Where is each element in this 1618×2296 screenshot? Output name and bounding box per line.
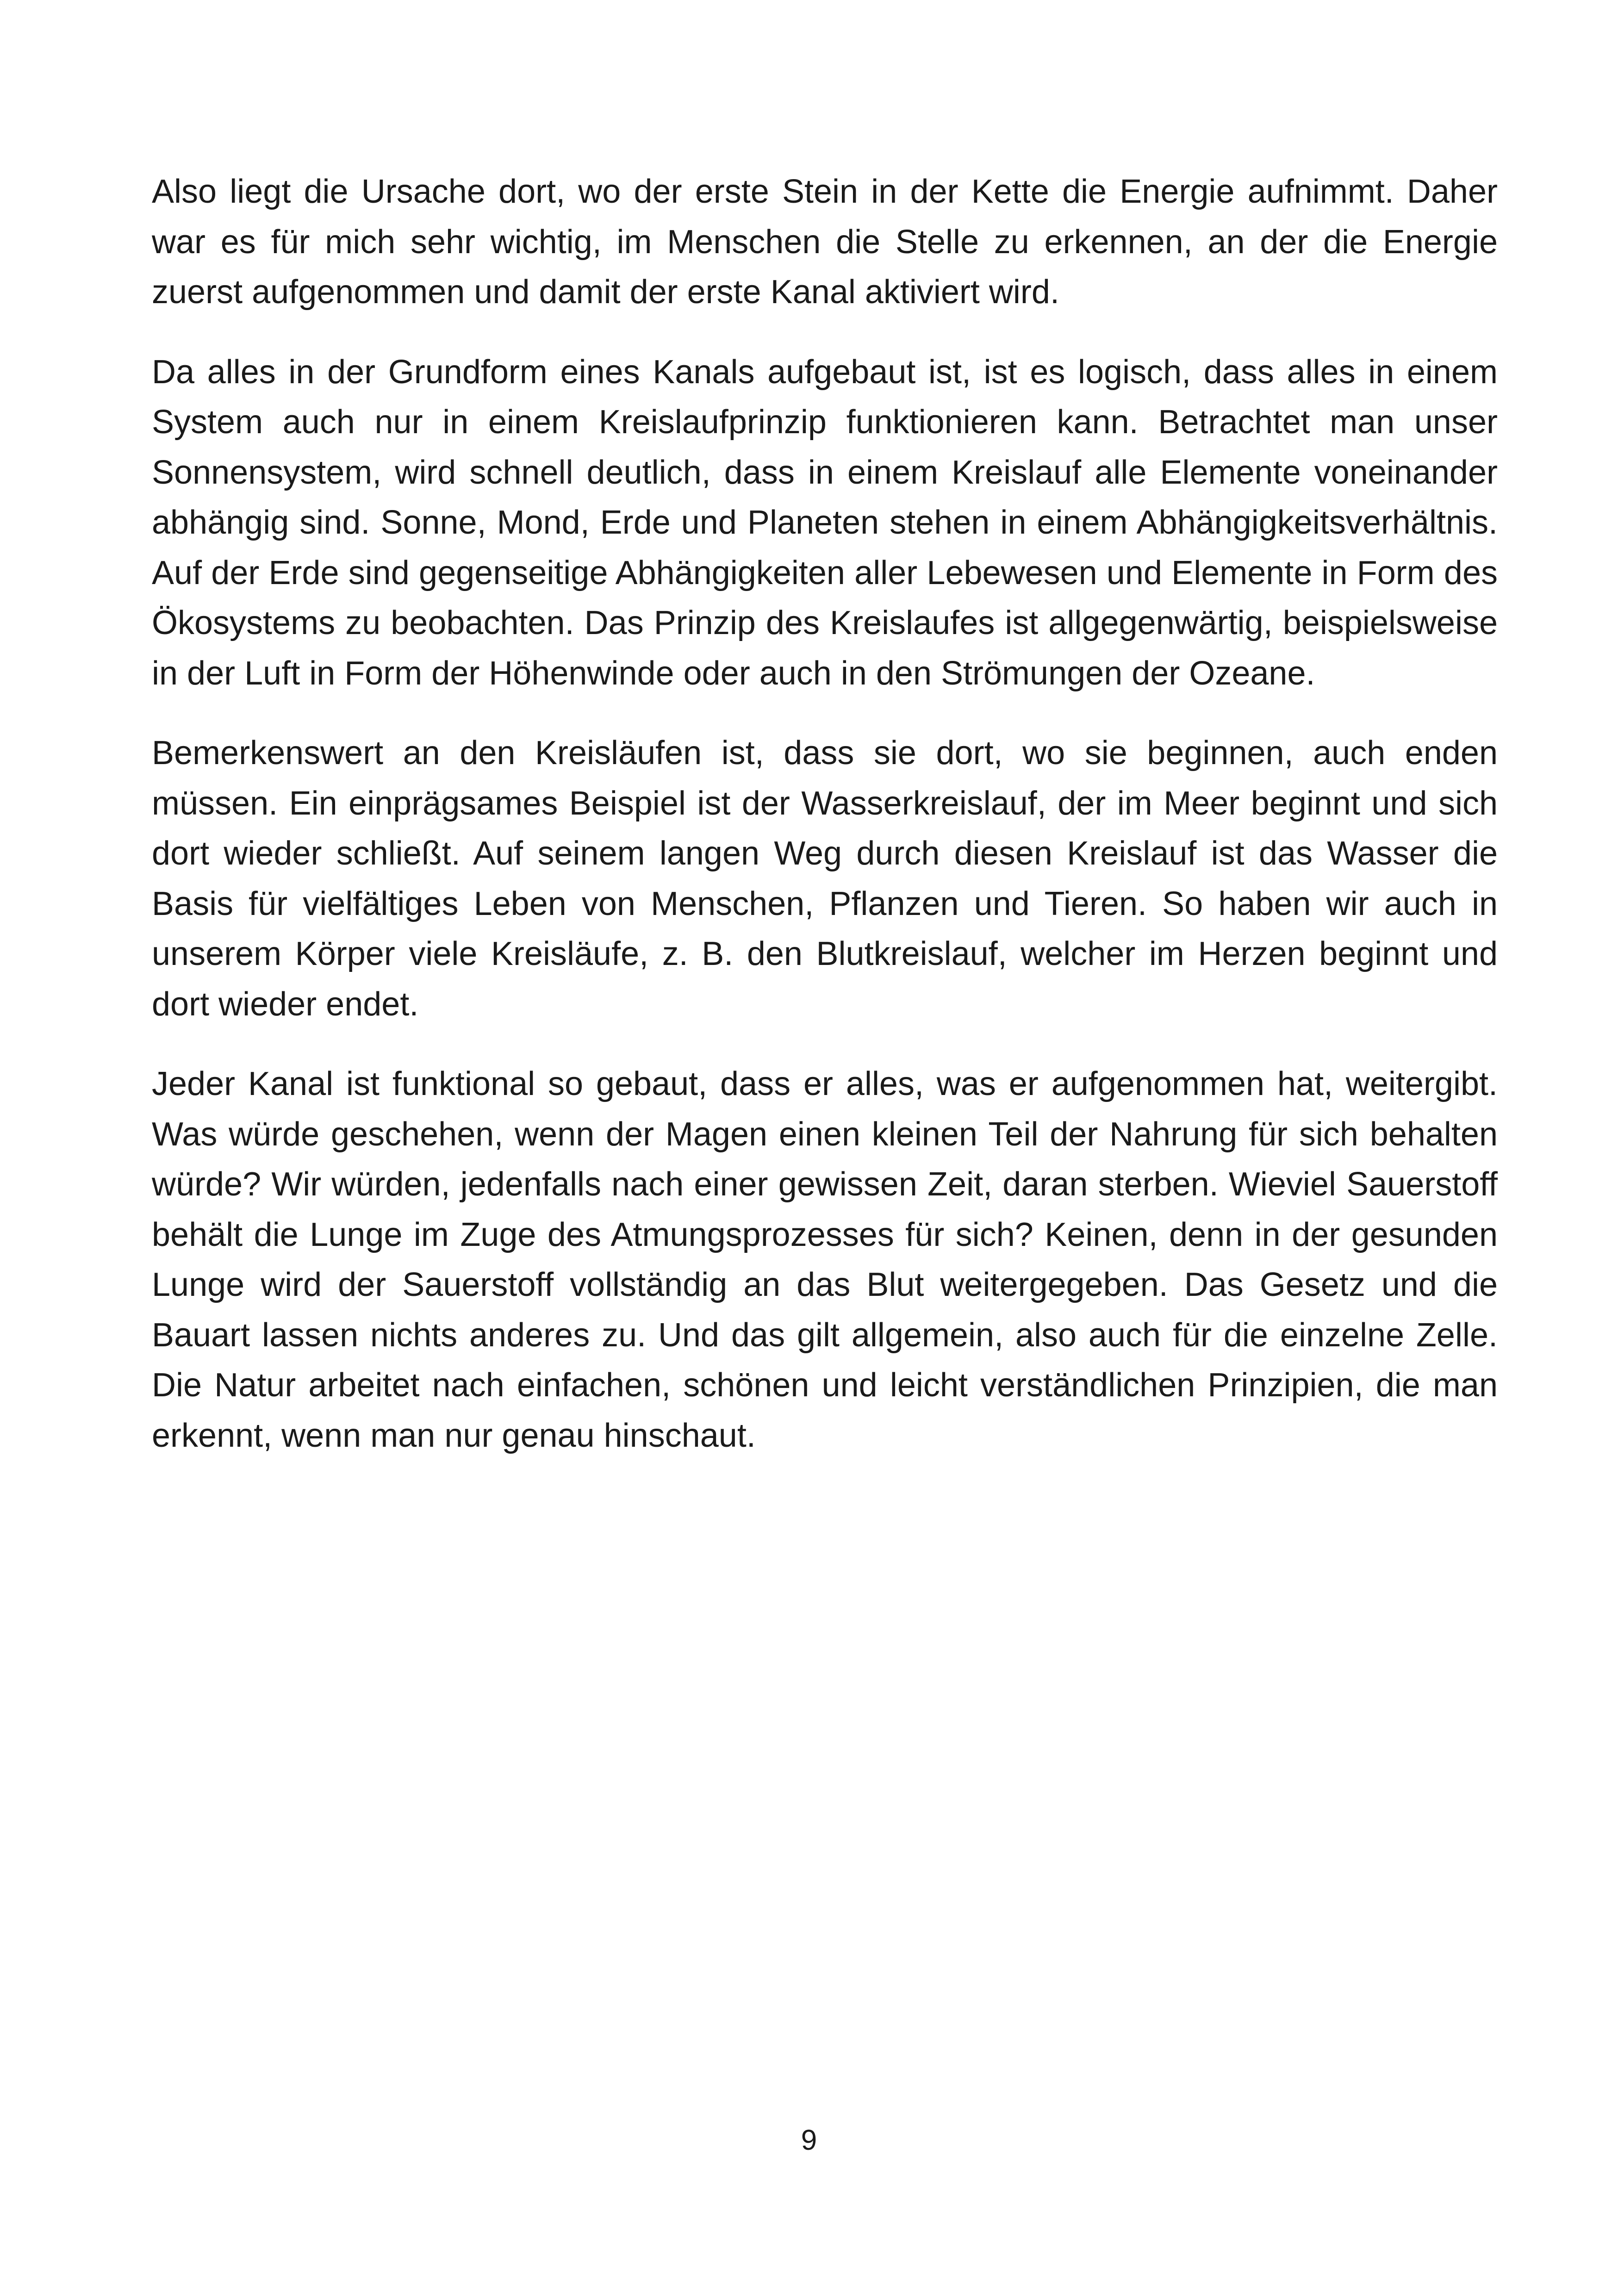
body-text [152,167,1498,1490]
paragraph-1: Also liegt die Ursache dort, wo der erste Stein in der Kette die Energie aufnimmt. Daher war es für mich sehr wichtig, im Menschen die Stelle zu erkennen, an der die Energie zuerst aufgenommen und damit der erste Kanal aktiviert wird. [152,173,1498,311]
paragraph-2: Da alles in der Grundform eines Kanals aufgebaut ist, ist es logisch, dass alles in einem System auch nur in einem Kreislaufprinzip funktionieren kann. Betrachtet man unser Sonnensystem, wird schnell deutlich, dass in einem Kreislauf alle Elemente voneinander abhängig sind. Sonne, Mond, Erde und Planeten stehen in einem Abhängigkeitsverhältnis. Auf der Erde sind gegenseitige Abhängigkeiten aller Lebewesen und Elemente in Form des Ökosystems zu beobachten. Das Prinzip des Kreislaufes ist allgegenwärtig, beispielsweise in der Luft in Form der Höhenwinde oder auch in den Strömungen der Ozeane. [152,353,1498,692]
paragraph-3: Bemerkenswert an den Kreisläufen ist, dass sie dort, wo sie beginnen, auch enden müssen. Ein einprägsames Beispiel ist der Wasserkreislauf, der im Meer beginnt und sich dort wieder schließt. Auf seinem langen Weg durch diesen Kreislauf ist das Wasser die Basis für vielfältiges Leben von Menschen, Pflanzen und Tieren. So haben wir auch in unserem Körper viele Kreisläufe, z. B. den Blutkreislauf, welcher im Herzen beginnt und dort wieder endet. [152,734,1498,1023]
page-number: 9 [801,2124,817,2156]
paragraph-4: Jeder Kanal ist funktional so gebaut, dass er alles, was er aufgenommen hat, weitergibt. Was würde geschehen, wenn der Magen einen kleinen Teil der Nahrung für sich behalten würde? Wir würden, jedenfalls nach einer gewissen Zeit, daran sterben. Wieviel Sauerstoff behält die Lunge im Zuge des Atmungsprozesses für sich? Keinen, denn in der gesunden Lunge wird der Sauerstoff vollständig an das Blut weitergegeben. Das Gesetz und die Bauart lassen nichts anderes zu. Und das gilt allgemein, also auch für die einzelne Zelle. Die Natur arbeitet nach einfachen, schönen und leicht verständlichen Prinzipien, die man erkennt, wenn man nur genau hinschaut. [152,1065,1498,1454]
